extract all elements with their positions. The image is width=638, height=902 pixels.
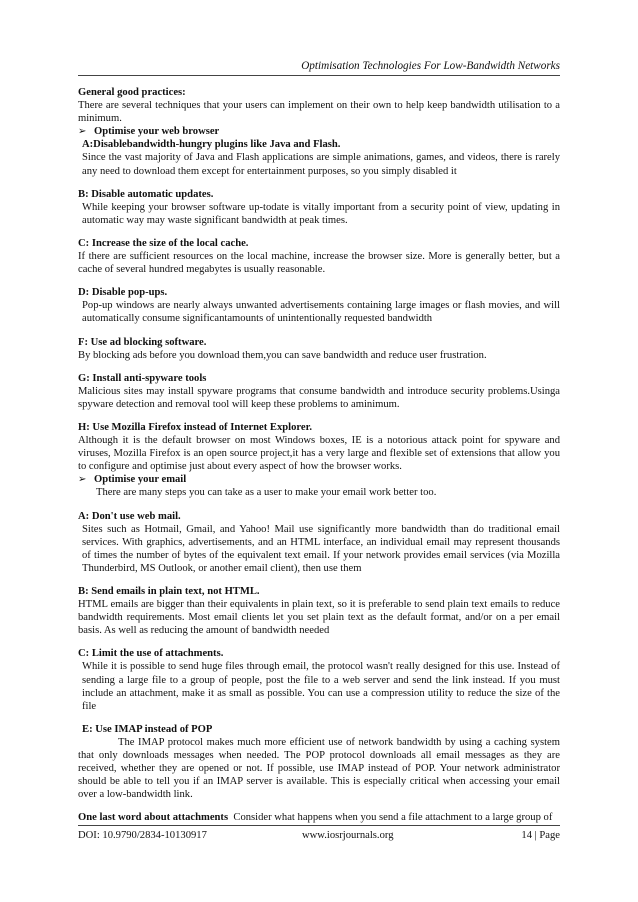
- footer-rule: [78, 825, 560, 826]
- arrow-bullet-icon: ➢: [78, 126, 87, 138]
- footer-page-number: 14 | Page: [521, 830, 560, 841]
- section-a-heading: A:Disablebandwidth-hungry plugins like Java and Flash.: [82, 139, 341, 151]
- section-f-text: By blocking ads before you download them,you can save bandwidth and reduce user frustration.: [78, 349, 487, 361]
- footer-doi: DOI: 10.9790/2834-10130917: [78, 830, 207, 841]
- email-c-text: While it is possible to send huge files through email, the protocol wasn't really designed for this use. Instead of sending a large file to a group of people, post the file to a web server and send the link instead. If you must include an attachment, make it as small as possible. You can use a compression utility to reduce the size of the file: [82, 661, 560, 712]
- section-a-text: Since the vast majority of Java and Flash applications are simple animations, games, and videos, there is rarely any need to download them except for entertainment purposes, so you simply disabled it: [82, 152, 560, 177]
- section-d-heading: D: Disable pop-ups.: [78, 287, 168, 299]
- running-header: Optimisation Technologies For Low-Bandwidth Networks: [301, 60, 560, 72]
- email-a-heading: A: Don't use web mail.: [78, 510, 181, 522]
- header-rule: [78, 75, 560, 76]
- section-g-heading: G: Install anti-spyware tools: [78, 372, 207, 384]
- section-b-heading: B: Disable automatic updates.: [78, 188, 214, 200]
- email-a-text: Sites such as Hotmail, Gmail, and Yahoo! Mail use significantly more bandwidth than do traditional email services. With graphics, advertisements, and an HTML interface, an individual email may represent thousands of times the number of bytes of the equivalent text email. If your network provides email services (via Mozilla Thunderbird, MS Outlook, or another email client), then use them: [82, 523, 560, 574]
- arrow-bullet-icon: ➢: [78, 474, 87, 486]
- section-c-heading: C: Increase the size of the local cache.: [78, 237, 249, 249]
- general-text: There are several techniques that your users can implement on their own to help keep bandwidth utilisation to a minimum.: [78, 100, 560, 125]
- last-word-paragraph: [78, 811, 560, 824]
- section-f-heading: F: Use ad blocking software.: [78, 336, 207, 348]
- email-e-text: The IMAP protocol makes much more efficient use of network bandwidth by using a caching system that only downloads messages when needed. The POP protocol downloads all email messages as they are received, whether they are opened or not. If possible, use IMAP instead of POP. Your network administrator should be able to tell you if an IMAP server is available. This is especially critical when accessing your email over a low-bandwidth link.: [78, 736, 560, 801]
- section-g-text: Malicious sites may install spyware programs that consume bandwidth and introduce security problems.Usinga spyware detection and removal tool will keep these problems to aminimum.: [78, 385, 560, 410]
- email-bullet: [78, 473, 560, 486]
- email-c-heading: C: Limit the use of attachments.: [78, 648, 224, 660]
- section-c-text: If there are sufficient resources on the local machine, increase the browser size. More is generally better, but a cache of several hundred megabytes is usually reasonable.: [78, 251, 560, 276]
- section-h-heading: H: Use Mozilla Firefox instead of Internet Explorer.: [78, 421, 313, 433]
- email-b-heading: B: Send emails in plain text, not HTML.: [78, 586, 260, 597]
- general-heading: General good practices:: [78, 87, 186, 98]
- browser-bullet-label: Optimise your web browser: [94, 126, 220, 138]
- section-d-text: Pop-up windows are nearly always unwanted advertisements containing large images or flash movies, and will automatically consume significantamounts of unintentionally requested bandwidth: [82, 300, 560, 325]
- section-b-text: While keeping your browser software up-todate is vitally important from a security point of view, updating in automatic way may waste significant bandwidth at peak times.: [82, 201, 560, 226]
- email-intro: There are many steps you can take as a user to make your email work better too.: [96, 487, 437, 499]
- last-word-text: Consider what happens when you send a file attachment to a large group of: [233, 812, 553, 824]
- email-b-text: HTML emails are bigger than their equivalents in plain text, so it is preferable to send plain text emails to reduce bandwidth requirements. Most email clients let you set plain text as the default format, and/or on a per email basis. As well as reducing the amount of bandwidth needed: [78, 599, 560, 637]
- page-body: [78, 86, 560, 825]
- browser-bullet: [78, 125, 560, 138]
- last-word-heading: One last word about attachments: [78, 812, 229, 824]
- email-bullet-label: Optimise your email: [94, 474, 187, 486]
- email-e-heading: E: Use IMAP instead of POP: [82, 723, 213, 735]
- footer-url: www.iosrjournals.org: [302, 830, 394, 841]
- section-h-text: Although it is the default browser on most Windows boxes, IE is a notorious attack point for spyware and viruses, Mozilla Firefox is an open source project,it has a very large and flexible set of extensions that allow you to configure and optimise just about every aspect of how the browser works.: [78, 435, 560, 473]
